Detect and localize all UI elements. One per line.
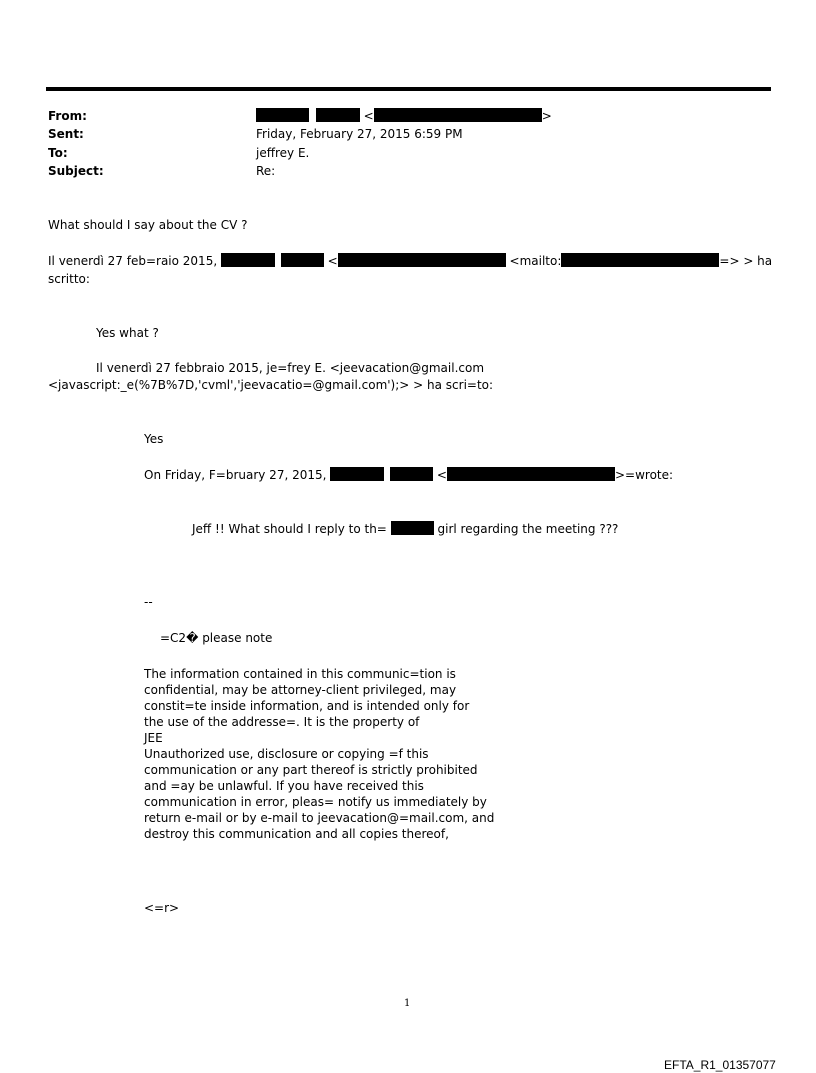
redaction-box bbox=[391, 521, 434, 535]
document-id: EFTA_R1_01357077 bbox=[664, 1058, 776, 1072]
signature-separator: -- bbox=[144, 595, 153, 609]
please-note: =C2� please note bbox=[160, 631, 273, 645]
to-label: To: bbox=[48, 146, 68, 160]
quote-header-2: Il venerdì 27 febbraio 2015, je=frey E. <jeevacation@gmail.com bbox=[96, 361, 485, 375]
from-gt: > bbox=[541, 109, 552, 123]
from-value bbox=[256, 108, 552, 124]
redaction-box bbox=[330, 467, 384, 481]
br-tag: <=r> bbox=[144, 901, 180, 915]
redaction-box bbox=[316, 108, 360, 122]
message-line: What should I say about the CV ? bbox=[48, 218, 248, 232]
disclaimer: The information contained in this communic=tion is confidential, may be attorney-client privileged, may constit=te inside information, and is intended only for the use of the addresse=. It is the property of JEE Unauthorized use, disclosure or copying =f this communication or any part thereof is strictly prohibited and =ay be unlawful. If you have received this communication in error, pleas= notify us immediately by return e-mail or by e-mail to jeevacation@=mail.com, and destroy this communication and all copies thereof, bbox=[144, 667, 495, 841]
redaction-box bbox=[561, 253, 719, 267]
redaction-box bbox=[447, 467, 615, 481]
sent-value: Friday, February 27, 2015 6:59 PM bbox=[256, 127, 463, 141]
reply-yes: Yes bbox=[144, 432, 164, 446]
quote-header-1-cont: scritto: bbox=[48, 272, 90, 286]
redaction-box bbox=[281, 253, 324, 267]
reply-yes-what: Yes what ? bbox=[96, 326, 159, 340]
original-message: Jeff !! What should I reply to th= girl regarding the meeting ??? bbox=[192, 522, 619, 536]
to-value: jeffrey E. bbox=[256, 146, 310, 160]
from-lt: < bbox=[363, 109, 374, 123]
quote-header-2-cont: <javascript:_e(%7B%7D,'cvml','jeevacatio=@gmail.com');> > ha scri=to: bbox=[48, 378, 494, 392]
quote-header-3: On Friday, F=bruary 27, 2015, < >=wrote: bbox=[144, 468, 674, 482]
redaction-box bbox=[374, 108, 542, 122]
quote-header-1: Il venerdì 27 feb=raio 2015, < <mailto: => > ha bbox=[48, 254, 773, 268]
page-number: 1 bbox=[404, 998, 411, 1009]
header-rule bbox=[46, 87, 771, 91]
sent-label: Sent: bbox=[48, 127, 84, 141]
redaction-box bbox=[338, 253, 506, 267]
redaction-box bbox=[256, 108, 309, 122]
subject-value: Re: bbox=[256, 164, 276, 178]
redaction-box bbox=[390, 467, 433, 481]
from-label: From: bbox=[48, 109, 87, 123]
subject-label: Subject: bbox=[48, 164, 104, 178]
redaction-box bbox=[221, 253, 275, 267]
